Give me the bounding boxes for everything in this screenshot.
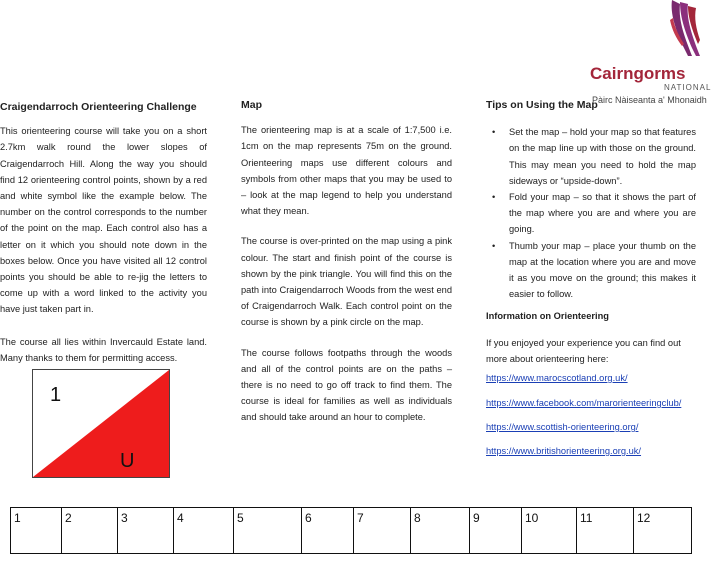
answer-box[interactable] <box>62 508 118 553</box>
box-number: 5 <box>237 511 244 525</box>
intro-title: Craigendarroch Orienteering Challenge <box>0 101 197 113</box>
box-number: 3 <box>121 511 128 525</box>
list-item <box>486 238 696 303</box>
tips-column <box>486 97 696 302</box>
bullet-icon: • <box>492 240 496 251</box>
logo-gaelic-name: Pàirc Nàiseanta a' Mhonaidh <box>592 95 707 105</box>
link-facebook[interactable]: https://www.facebook.com/marorienteeringclub/ <box>486 398 682 408</box>
answer-box[interactable] <box>354 508 411 553</box>
answer-box[interactable] <box>411 508 470 553</box>
box-number: 10 <box>525 511 539 525</box>
logo-subtitle: NATIONAL <box>664 83 711 92</box>
box-number: 11 <box>580 511 593 525</box>
box-number: 12 <box>637 511 651 525</box>
answer-box[interactable] <box>174 508 234 553</box>
tips-list <box>486 124 696 302</box>
link-scottish-orienteering[interactable]: https://www.scottish-orienteering.org/ <box>486 422 639 432</box>
answer-boxes <box>10 507 692 554</box>
answer-box[interactable] <box>577 508 634 553</box>
capercaillie-icon <box>668 0 700 58</box>
bullet-icon: • <box>492 192 496 203</box>
map-title: Map <box>241 99 262 111</box>
intro-column <box>0 99 207 366</box>
map-column <box>241 97 452 440</box>
answer-box[interactable] <box>11 508 62 553</box>
info-text: If you enjoyed your experience you can find out more about orienteering here: <box>486 338 681 365</box>
map-scale-paragraph: The orienteering map is at a scale of 1:7,500 i.e. 1cm on the map represents 75m on the ground. Orienteering maps use different colours and symbols from other maps that you may be used to – look at the map legend to help you understand what they mean. <box>241 125 452 217</box>
tip-text: Set the map – hold your map so that features on the map line up with those on the ground. This may mean you need to hold the map sideways or “upside-down”. <box>509 127 696 186</box>
control-symbol <box>32 369 170 478</box>
box-number: 6 <box>305 511 312 525</box>
answer-box[interactable] <box>470 508 522 553</box>
control-letter: U <box>120 450 135 472</box>
answer-box[interactable] <box>302 508 354 553</box>
box-number: 2 <box>65 511 72 525</box>
tips-title: Tips on Using the Map <box>486 99 598 111</box>
bullet-icon: • <box>492 127 496 138</box>
list-item <box>486 189 696 238</box>
answer-box[interactable] <box>522 508 577 553</box>
box-number: 1 <box>14 511 21 525</box>
link-british-orienteering[interactable]: https://www.britishorienteering.org.uk/ <box>486 446 642 456</box>
logo-wordmark: Cairngorms <box>590 64 686 83</box>
map-footpaths-paragraph: The course follows footpaths through the woods and all of the control points are on the paths – there is no need to go off track to find them. The course is ideal for families as well as individuals and should take around an hour to complete. <box>241 347 452 423</box>
answer-box[interactable] <box>234 508 302 553</box>
box-number: 7 <box>357 511 364 525</box>
tip-text: Fold your map – so that it shows the part of the map where you are and where you are going. <box>509 192 696 235</box>
link-maroc[interactable]: https://www.marocscotland.org.uk/ <box>486 373 628 383</box>
info-title: Information on Orienteering <box>486 311 609 321</box>
list-item <box>486 124 696 189</box>
cairngorms-logo <box>590 0 711 108</box>
control-number: 1 <box>50 384 62 406</box>
box-number: 4 <box>177 511 184 525</box>
box-number: 8 <box>414 511 421 525</box>
tip-text: Thumb your map – place your thumb on the map at the location where you are and move it as you move on the ground; this makes it easier to follow. <box>509 240 696 300</box>
map-course-paragraph: The course is over-printed on the map using a pink colour. The start and finish point of the course is shown by the pink triangle. You will find this on the path into Craigendarroch Woods from the west end of Craigendarroch Walk. Each control point on the course is shown by a pink circle on the map. <box>241 236 452 328</box>
box-number: 9 <box>473 511 480 525</box>
answer-box[interactable] <box>634 508 691 553</box>
answer-box[interactable] <box>118 508 174 553</box>
access-paragraph: The course all lies within Invercauld Estate land. Many thanks to them for permitting access. <box>0 336 207 363</box>
intro-paragraph: This orienteering course will take you on a short 2.7km walk round the lower slopes of Craigendarroch Hill. Along the way you should find 12 orienteering control points, shown by a red and white symbol like the example below. The number on the control corresponds to the number of the point on the map. Each control also has a letter on it which you should note down in the boxes below. Once you have visited all 12 control points you should be able to re-jig the letters to come up with a word linked to the activity you have just taken part in. <box>0 126 207 315</box>
